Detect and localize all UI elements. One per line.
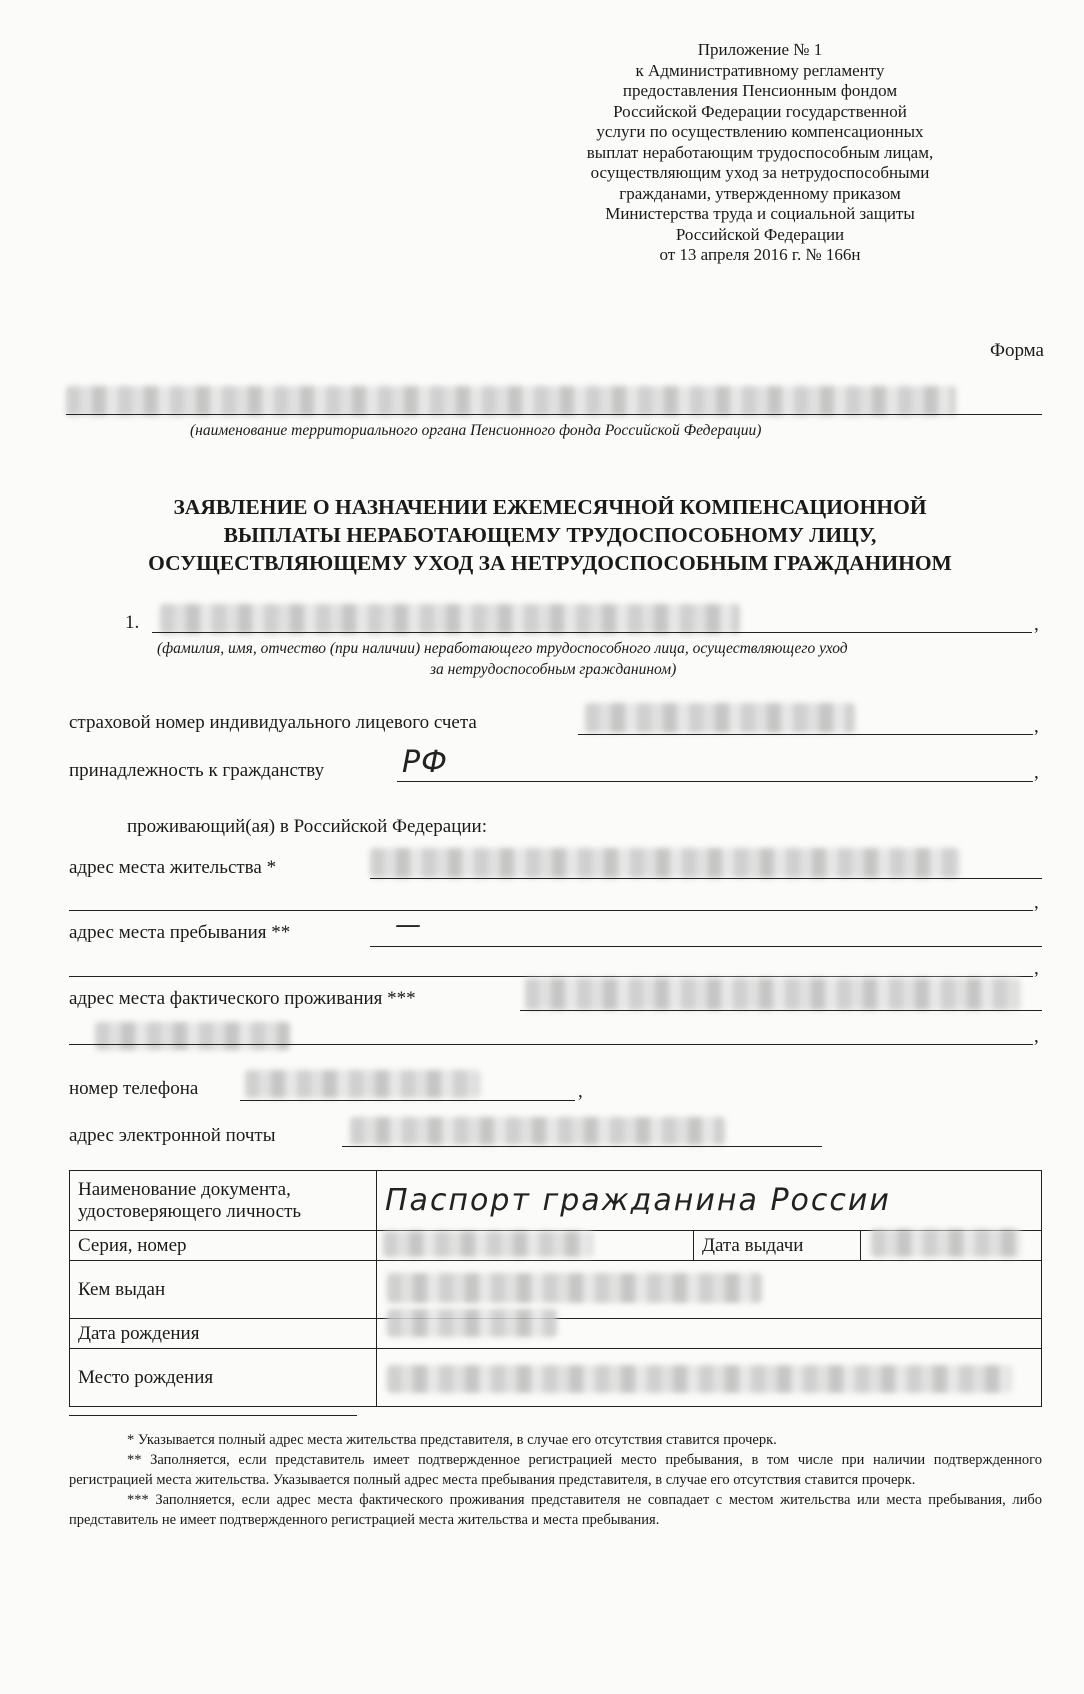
appendix-line: услуги по осуществлению компенсационных [596, 122, 924, 141]
residence-line-1 [370, 878, 1042, 879]
section-number: 1. [125, 612, 140, 633]
form-label: Форма [989, 340, 1044, 361]
phone-line [240, 1100, 575, 1101]
redacted-series-number [383, 1231, 593, 1257]
redacted-issued-by [387, 1273, 762, 1303]
full-name-line [152, 632, 1032, 633]
redacted-actual-address-1[interactable] [525, 978, 1020, 1010]
redacted-actual-address-2[interactable] [95, 1022, 290, 1050]
snils-line [578, 734, 1033, 735]
title-line: ВЫПЛАТЫ НЕРАБОТАЮЩЕМУ ТРУДОСПОСОБНОМУ ЛИЦУ, [223, 523, 877, 547]
redacted-email[interactable] [350, 1117, 725, 1145]
stay-address-value[interactable]: — [395, 910, 422, 940]
appendix-line: Приложение № 1 [697, 40, 823, 59]
doc-name-label-line: удостоверяющего личность [78, 1200, 302, 1222]
comma: , [1034, 614, 1039, 635]
issue-date-value-cell[interactable] [861, 1231, 1042, 1261]
actual-address-label: адрес места фактического проживания *** [69, 988, 416, 1009]
full-name-caption-1: (фамилия, имя, отчество (при наличии) неработающего трудоспособного лица, осуществляющего уход [157, 640, 848, 657]
series-label: Серия, номер [70, 1231, 377, 1261]
residence-line-2 [69, 910, 1033, 911]
doc-name-label-line: Наименование документа, [78, 1178, 291, 1200]
redacted-residence-address[interactable] [370, 848, 960, 878]
redacted-issue-date [871, 1229, 1021, 1257]
full-name-caption-2: за нетрудоспособным гражданином) [430, 661, 677, 678]
redacted-birth-place [387, 1365, 1012, 1393]
birth-place-label: Место рождения [70, 1349, 377, 1407]
birth-date-label: Дата рождения [70, 1319, 377, 1349]
comma: , [1034, 1026, 1039, 1047]
identity-document-table [69, 1170, 1042, 1407]
stay-line-2 [69, 976, 1033, 977]
comma: , [1034, 716, 1039, 737]
title-line: ЗАЯВЛЕНИЕ О НАЗНАЧЕНИИ ЕЖЕМЕСЯЧНОЙ КОМПЕНСАЦИОННОЙ [173, 495, 927, 519]
comma: , [578, 1081, 583, 1102]
comma: , [1034, 892, 1039, 913]
appendix-line: предоставления Пенсионным фондом [622, 81, 898, 100]
appendix-line: гражданами, утвержденному приказом [619, 183, 901, 203]
stay-line-1 [370, 946, 1042, 947]
doc-name-value: Паспорт гражданина России [385, 1183, 891, 1218]
email-line [342, 1146, 822, 1147]
appendix-line: Российской Федерации государственной [613, 101, 907, 121]
snils-label: страховой номер индивидуального лицевого счета [69, 712, 477, 733]
appendix-line: осуществляющим уход за нетрудоспособными [590, 163, 930, 182]
actual-line-1 [520, 1010, 1042, 1011]
redacted-phone[interactable] [245, 1070, 480, 1098]
issued-by-label: Кем выдан [70, 1261, 377, 1319]
citizenship-value[interactable]: РФ [402, 745, 448, 780]
email-label: адрес электронной почты [69, 1125, 276, 1146]
comma: , [1034, 762, 1039, 783]
residing-label: проживающий(ая) в Российской Федерации: [127, 816, 487, 837]
doc-name-value-cell[interactable] [377, 1171, 1042, 1231]
footnote-divider [69, 1415, 357, 1416]
doc-name-label-cell [70, 1171, 377, 1231]
appendix-line: выплат неработающим трудоспособным лицам, [586, 142, 934, 162]
footnote: ** Заполняется, если представитель имеет подтвержденное регистрацией место пребывания, в том числе при наличии подтвержденного регистрацией места жительства. Указывается полный адрес места пребывания представителя, в случае его отсутствия ставится прочерк. [69, 1452, 1042, 1488]
birth-place-value-cell[interactable] [377, 1349, 1042, 1407]
appendix-line: Российской Федерации [675, 224, 845, 244]
issue-date-label: Дата выдачи [694, 1231, 861, 1261]
appendix-line: Министерства труда и социальной защиты [605, 204, 915, 223]
redacted-birth-date [387, 1309, 557, 1337]
footnotes [69, 1430, 1042, 1530]
appendix-header [560, 40, 960, 266]
redacted-snils[interactable] [585, 703, 855, 733]
comma: , [1034, 958, 1039, 979]
authority-line [66, 414, 1042, 415]
series-value-cell[interactable] [377, 1231, 694, 1261]
citizenship-label: принадлежность к гражданству [69, 760, 325, 781]
footnote: * Указывается полный адрес места жительства представителя, в случае его отсутствия ставится прочерк. [127, 1432, 777, 1448]
phone-label: номер телефона [69, 1078, 199, 1099]
redacted-full-name[interactable] [160, 604, 740, 634]
stay-address-label: адрес места пребывания ** [69, 922, 291, 943]
redacted-authority-name [66, 386, 956, 416]
document-title [60, 493, 1040, 577]
actual-line-2 [69, 1044, 1033, 1045]
birth-date-value-cell[interactable] [377, 1319, 1042, 1349]
citizenship-line [397, 781, 1033, 782]
authority-caption: (наименование территориального органа Пенсионного фонда Российской Федерации) [190, 422, 762, 439]
title-line: ОСУЩЕСТВЛЯЮЩЕМУ УХОД ЗА НЕТРУДОСПОСОБНЫМ ГРАЖДАНИНОМ [148, 551, 952, 575]
footnote: *** Заполняется, если адрес места фактического проживания представителя не совпадает с местом жительства или места пребывания, либо представитель не имеет подтвержденного регистрацией места жительства и места пребывания. [69, 1492, 1042, 1528]
appendix-line: к Административному регламенту [635, 60, 885, 80]
appendix-line: от 13 апреля 2016 г. № 166н [659, 245, 861, 264]
residence-address-label: адрес места жительства * [69, 857, 277, 878]
